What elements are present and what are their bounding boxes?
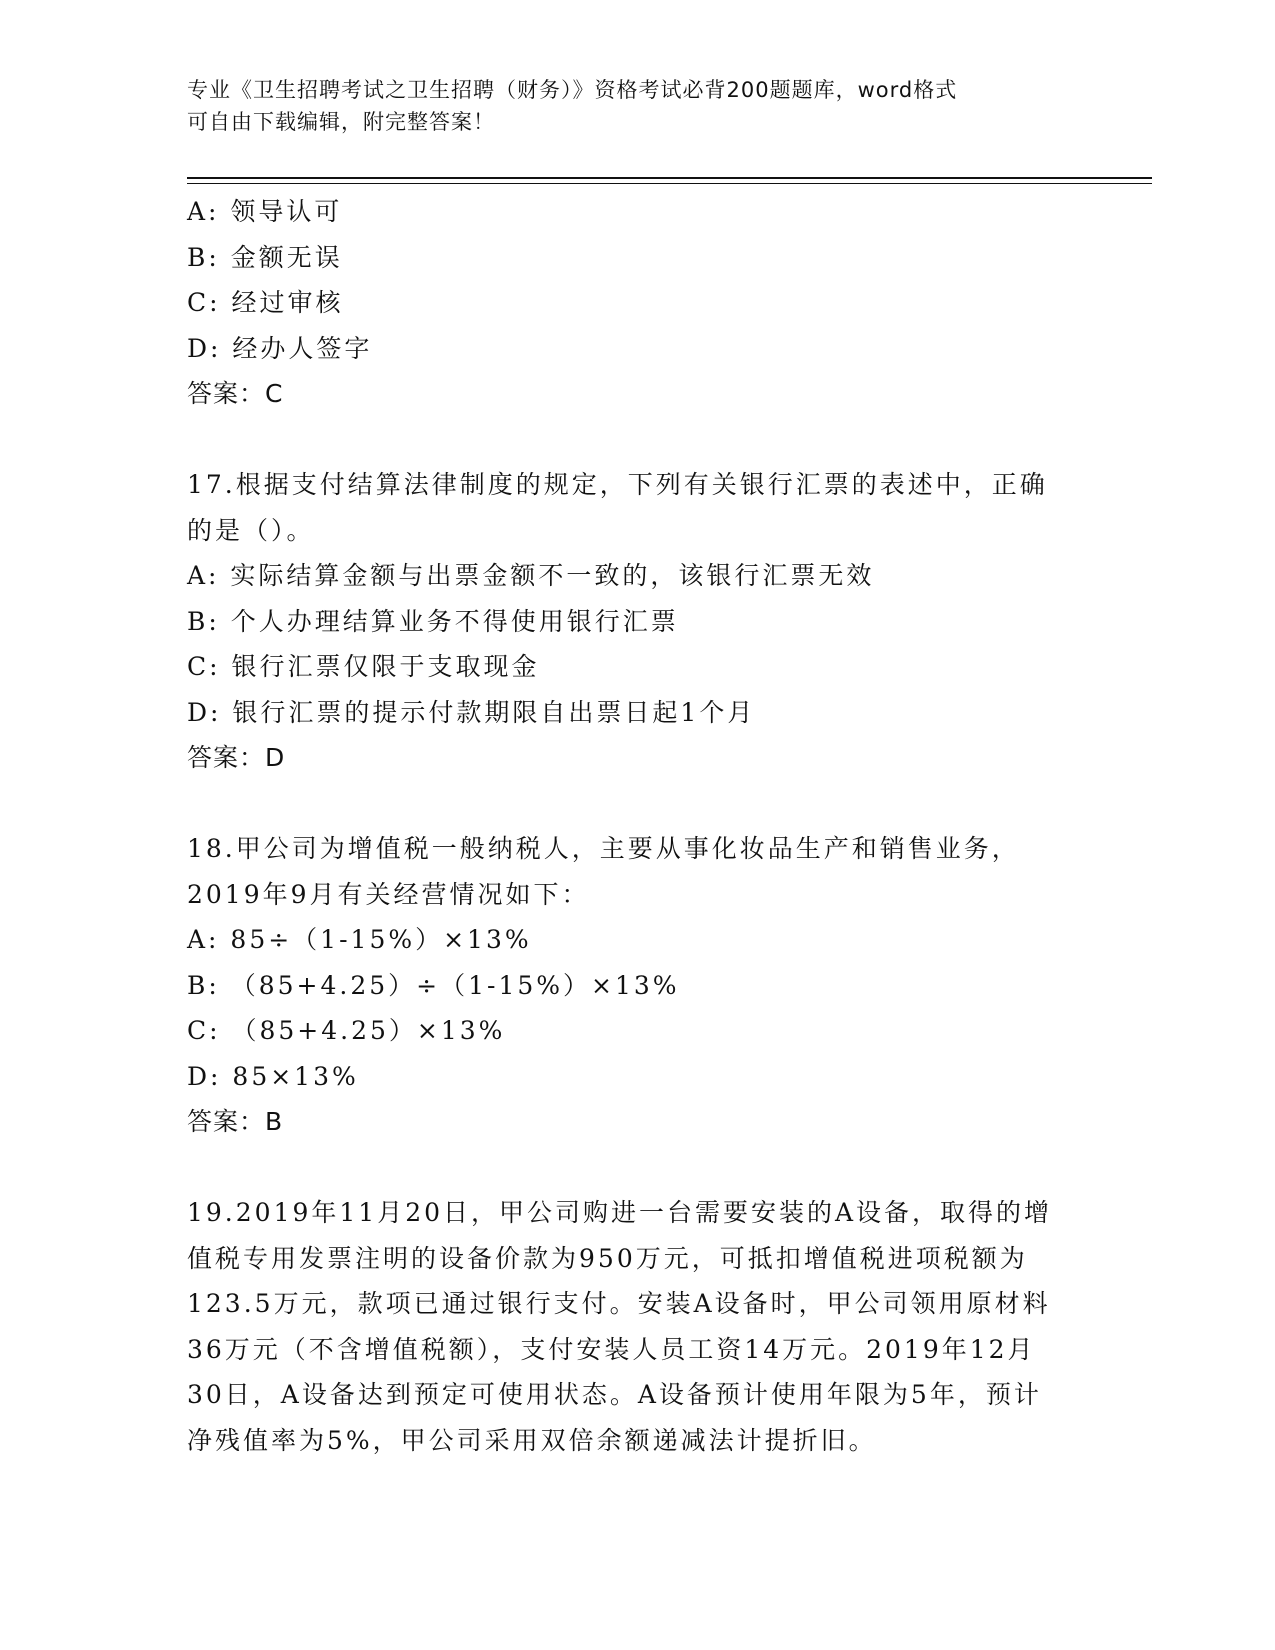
question-18-stem-line-2: 2019年9月有关经营情况如下：	[187, 879, 590, 909]
question-19-stem-line-2: 值税专用发票注明的设备价款为950万元，可抵扣增值税进项税额为	[187, 1243, 1028, 1273]
question-19-stem-line-5: 30日，A设备达到预定可使用状态。A设备预计使用年限为5年，预计	[187, 1380, 1042, 1409]
header-title-line-2: 可自由下载编辑，附完整答案！	[187, 110, 495, 134]
option-c: C: （85+4.25）×13%	[187, 1016, 506, 1045]
question-17-answer: 答案：D	[187, 743, 286, 772]
header-divider-thin	[187, 183, 1152, 184]
question-list	[187, 189, 1087, 1463]
question-17-stem-line-1: 17.根据支付结算法律制度的规定，下列有关银行汇票的表述中，正确	[187, 470, 1048, 499]
option-d: D: 85×13%	[187, 1061, 359, 1091]
option-c: C: 银行汇票仅限于支取现金	[187, 652, 540, 681]
option-c: C: 经过审核	[187, 288, 344, 317]
header-divider-thick	[187, 177, 1152, 179]
question-16-options	[187, 189, 1087, 371]
question-19-stem-line-6: 净残值率为5%，甲公司采用双倍余额递减法计提折旧。	[187, 1425, 877, 1455]
spacer	[187, 417, 1087, 463]
question-18-answer: 答案：B	[187, 1107, 284, 1136]
option-a: A: 领导认可	[187, 197, 343, 226]
question-16-answer: 答案：C	[187, 379, 284, 408]
spacer	[187, 781, 1087, 827]
question-18-stem-line-1: 18.甲公司为增值税一般纳税人，主要从事化妆品生产和销售业务，	[187, 834, 1020, 863]
spacer	[187, 1145, 1087, 1191]
option-b: B: 个人办理结算业务不得使用银行汇票	[187, 606, 679, 636]
option-d: D: 经办人签字	[187, 333, 373, 363]
option-b: B: 金额无误	[187, 242, 343, 272]
header-title-line-1: 专业《卫生招聘考试之卫生招聘（财务）》资格考试必背200题题库，word格式	[187, 78, 958, 102]
question-17	[187, 462, 1087, 781]
option-a: A: 实际结算金额与出票金额不一致的，该银行汇票无效	[187, 561, 875, 590]
question-19	[187, 1190, 1087, 1463]
option-d: D: 银行汇票的提示付款期限自出票日起1个月	[187, 697, 756, 727]
question-18	[187, 826, 1087, 1145]
question-19-stem-line-4: 36万元（不含增值税额），支付安装人员工资14万元。2019年12月	[187, 1334, 1036, 1364]
option-b: B: （85+4.25）÷（1-15%）×13%	[187, 970, 680, 1000]
document-header	[187, 74, 1087, 138]
question-19-stem-line-3: 123.5万元，款项已通过银行支付。安装A设备时，甲公司领用原材料	[187, 1289, 1051, 1318]
question-17-stem-line-2: 的是（）。	[187, 515, 315, 545]
option-a: A: 85÷（1-15%）×13%	[187, 925, 532, 954]
question-19-stem-line-1: 19.2019年11月20日，甲公司购进一台需要安装的A设备，取得的增	[187, 1198, 1053, 1227]
